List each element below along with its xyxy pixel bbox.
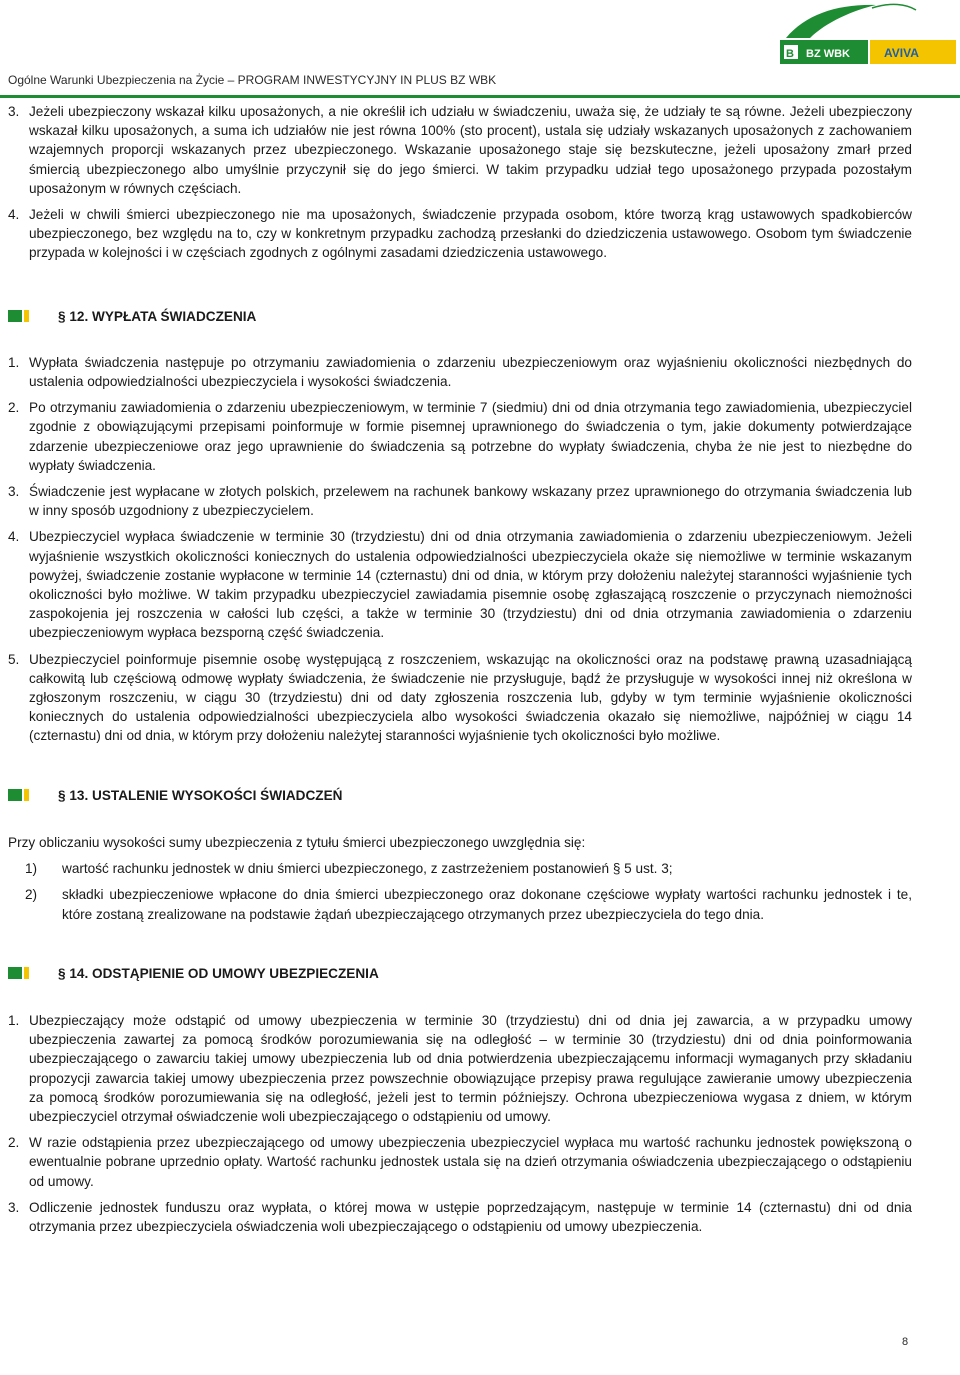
section-title: § 14. ODSTĄPIENIE OD UMOWY UBEZPIECZENIA — [58, 965, 379, 981]
logo-left-text: BZ WBK — [806, 48, 850, 60]
item-number: 4. — [8, 207, 20, 223]
item-text: Odliczenie jednostek funduszu oraz wypłata, o której mowa w ustępie poprzedzającym, następuje w terminie 14 (czternastu) dni od dnia otrzymania przez ubezpieczyciela oświadczenia woli ubezpieczającego o odstąpieniu od umowy ubezpieczenia. — [29, 1199, 912, 1234]
document-header-title: Ogólne Warunki Ubezpieczenia na Życie – PROGRAM INWESTYCYJNY IN PLUS BZ WBK — [8, 73, 497, 87]
header-rule — [0, 95, 960, 98]
item-text: wartość rachunku jednostek w dniu śmierci ubezpieczonego, z zastrzeżeniem postanowień § 5 ust. 3; — [62, 861, 673, 877]
item-number: 3. — [8, 1199, 20, 1215]
item-text: Ubezpieczający może odstąpić od umowy ubezpieczenia w terminie 30 (trzydziestu) dni od dnia jej zawarcia, a w przypadku umowy ubezpieczenia zawartej za pomocą środków porozumiewania się na odległość – w terminie 30 (trzydziestu) dni od dnia poinformowania ubezpieczającego o zawarciu takiej umowy ubezpieczenia lub od dnia potwierdzenia ubezpieczającemu informacji wymaganych przy składaniu propozycji zawarcia takiej umowy ubezpieczenia przez powszechnie obowiązujące przepisy prawa regulujące zawieranie umowy ubezpieczenia za pomocą środków porozumiewania się na odległość, jeżeli jest to termin późniejszy. Ochrona ubezpieczeniowa wygasa z dniem, w którym ubezpieczyciel otrzymał oświadczenie woli ubezpieczającego o odstąpieniu od umowy. — [29, 1012, 912, 1124]
bzwbk-aviva-logo — [776, 0, 960, 80]
list-item — [8, 1198, 912, 1236]
list-item — [8, 650, 912, 746]
item-text: Ubezpieczyciel poinformuje pisemnie osobę występującą z roszczeniem, wskazując na okoliczności oraz na podstawę prawną uzasadniającą całkowitą lub częściową odmowę wypłaty świadczenia, że świadczenie nie przysługuje, bądź że przysługuje w wysokości innej niż określona w zgłoszonym roszczeniu, w ciągu 30 (trzydziestu) dni od daty zgłoszenia roszczenia lub, gdyby w tym terminie wyjaśnienie okoliczności koniecznych do ustalenia odpowiedzialności ubezpieczyciela albo wysokości świadczenia okazało się niemożliwe, najpóźniej w ciągu 14 (czternastu) dni od dnia, w którym przy dołożeniu należytej staranności wyjaśnienie tych okoliczności było możliwe. — [29, 651, 912, 744]
list-item — [8, 1011, 912, 1126]
list-item — [8, 527, 912, 642]
list-item — [8, 859, 912, 878]
section-title: § 13. USTALENIE WYSOKOŚCI ŚWIADCZEŃ — [58, 787, 343, 803]
item-text: składki ubezpieczeniowe wpłacone do dnia śmierci ubezpieczonego oraz dokonane częściowe wypłaty wartości rachunku jednostek i te, które zostaną zrealizowane na podstawie żądań ubezpieczającego otrzymanych przez ubezpieczyciela do tego dnia. — [62, 887, 912, 922]
section-marker-icon — [8, 310, 22, 322]
item-number: 2. — [8, 400, 20, 416]
section-marker-icon — [8, 967, 22, 979]
svg-text:B: B — [786, 48, 794, 60]
item-text: Wypłata świadczenia następuje po otrzymaniu zawiadomienia o zdarzeniu ubezpieczeniowym oraz wyjaśnieniu okoliczności niezbędnych do ustalenia odpowiedzialności ubezpieczyciela i wysokości świadczenia. — [29, 354, 912, 390]
item-text: W razie odstąpienia przez ubezpieczającego od umowy ubezpieczenia ubezpieczyciel wypłaca mu wartość rachunku jednostek powiększoną o ewentualnie pobrane uprzednio opłaty. Wartość rachunku jednostek ustala się na dzień otrzymania oświadczenia ubezpieczającego o odstąpieniu od umowy. — [29, 1135, 912, 1189]
section-12-heading — [8, 307, 912, 326]
item-number: 1. — [8, 354, 20, 370]
item-text: Świadczenie jest wypłacane w złotych polskich, przelewem na rachunek bankowy wskazany przez uprawnionego do otrzymania świadczenia lub w inny sposób uzgodniony z ubezpieczycielem. — [29, 484, 912, 519]
page-number: 8 — [902, 1336, 909, 1348]
item-text: Ubezpieczyciel wypłaca świadczenie w terminie 30 (trzydziestu) dni od dnia otrzymania zawiadomienia o zdarzeniu ubezpieczeniowym. Jeżeli wyjaśnienie wszystkich okoliczności koniecznych do ustalenia odpowiedzialności ubezpieczyciela okaże się niemożliwe w terminie wskazanym powyżej, świadczenie zostanie wypłacone w terminie 14 (czternastu) dni od dnia, w którym przy dołożeniu należytej staranności wyjaśnienie tych okoliczności było możliwe. W takim przypadku ubezpieczyciel zawiadamia pisemnie osobę zgłaszającą roszczenie o przyczynach niemożności zaspokojenia jej roszczenia w całości lub części, a także w terminie 30 (trzydziestu) dni od dnia otrzymania zawiadomienia o zdarzeniu ubezpieczeniowym wypłaca bezsporną część świadczenia. — [29, 529, 912, 641]
section-marker-icon — [8, 789, 22, 801]
item-text: Jeżeli w chwili śmierci ubezpieczonego nie ma uposażonych, świadczenie przypada osobom, które tworzą krąg ustawowych spadkobierców ubezpieczonego, bez względu na to, czy w konkretnym przypadku zachodzą przesłanki do dziedziczenia ustawowego. Osobom tym świadczenie przypada w kolejności i w częściach zgodnych z ogólnymi zasadami dziedziczenia ustawowego. — [29, 207, 912, 261]
list-item — [8, 1133, 912, 1191]
section-13-heading — [8, 786, 912, 805]
list-item — [8, 482, 912, 520]
list-item — [8, 885, 912, 923]
item-number: 2) — [25, 887, 38, 903]
section-title: § 12. WYPŁATA ŚWIADCZENIA — [58, 308, 257, 324]
document-body — [8, 102, 912, 1236]
section-14-heading — [8, 964, 912, 983]
list-item — [8, 353, 912, 391]
section-intro: Przy obliczaniu wysokości sumy ubezpieczenia z tytułu śmierci ubezpieczonego uwzględnia się: — [8, 834, 586, 850]
item-number: 3. — [8, 104, 20, 119]
item-number: 5. — [8, 651, 20, 667]
item-text: Po otrzymaniu zawiadomienia o zdarzeniu ubezpieczeniowym, w terminie 7 (siedmiu) dni od dnia otrzymania tego zawiadomienia, ubezpieczyciel zgodnie z obowiązującymi przepisami poinformuje w formie pisemnej uprawnionego do świadczenia o tym, jakie dokumenty potwierdzające zdarzenie ubezpieczeniowe oraz jego uprawnienie do świadczenia są potrzebne do wypłaty świadczenia, chyba że nie jest to niezbędne do wypłaty świadczenia. — [29, 400, 912, 473]
item-text: Jeżeli ubezpieczony wskazał kilku uposażonych, a nie określił ich udziału w świadczeniu, uważa się, że udziały te są równe. Jeżeli ubezpieczony wskazał kilku uposażonych, a suma ich udziałów nie jest równa 100% (sto procent), ustala się udziały wskazanych uposażonych z zachowaniem wzajemnych proporcji wskazanych przez ubezpieczonego. Wskazanie uposażonego staje się bezskuteczne, jeżeli uposażony zmarł przed śmiercią ubezpieczonego albo umyślnie przyczynił się do jego śmierci. W takim przypadku udział tego uposażonego przypada pozostałym uposażonym w równych częściach. — [29, 104, 912, 196]
list-item — [8, 102, 912, 198]
item-number: 1) — [25, 861, 38, 877]
item-number: 2. — [8, 1135, 20, 1151]
item-number: 3. — [8, 484, 20, 500]
item-number: 1. — [8, 1012, 20, 1028]
item-number: 4. — [8, 529, 20, 545]
list-item — [8, 205, 912, 263]
list-item — [8, 398, 912, 475]
logo-right-text: AVIVA — [884, 46, 919, 60]
